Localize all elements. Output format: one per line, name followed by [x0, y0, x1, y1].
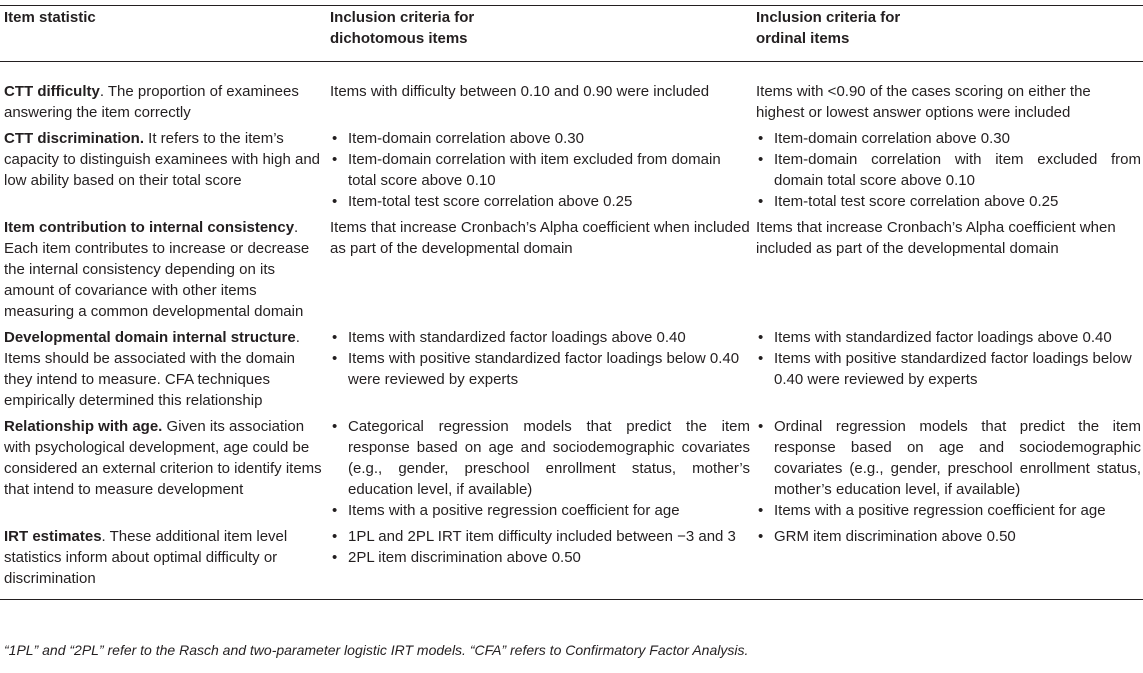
- list-item: • Items with positive standardized factor loadings below 0.40 were reviewed by experts: [756, 348, 1141, 390]
- header-item-statistic: Item statistic: [0, 6, 326, 62]
- list-item: • 2PL item discrimination above 0.50: [330, 547, 750, 568]
- dichotomous-cell: Items that increase Cronbach’s Alpha coefficient when included as part of the developmental domain: [330, 219, 750, 257]
- table-row: [0, 126, 1143, 215]
- table-row: [0, 62, 1143, 127]
- stat-cell: Relationship with age. Given its association with psychological development, age could be considered an external criterion to identify items that intend to measure development: [4, 418, 322, 498]
- ordinal-cell: [752, 126, 1143, 215]
- table-row: [0, 325, 1143, 414]
- stat-cell: Item contribution to internal consistency. Each item contributes to increase or decrease the internal consistency depending on its amount of covariance with other items measuring a common developmental domain: [4, 219, 310, 320]
- dichotomous-cell: [326, 325, 752, 414]
- list-item: • Item-total test score correlation above 0.25: [330, 191, 750, 212]
- ordinal-cell: [752, 325, 1143, 414]
- list-item: • 1PL and 2PL IRT item difficulty included between −3 and 3: [330, 526, 750, 547]
- list-item: • Items with standardized factor loadings above 0.40: [330, 327, 750, 348]
- list-item: • Item-domain correlation with item excluded from domain total score above 0.10: [756, 149, 1141, 191]
- table-row: [0, 215, 1143, 325]
- list-item: • Categorical regression models that predict the item response based on age and sociodemographic covariates (e.g., gender, preschool enrollment status, mother’s education level, if available): [330, 416, 750, 500]
- list-item: • Item-domain correlation with item excluded from domain total score above 0.10: [330, 149, 750, 191]
- list-item: • Items with positive standardized factor loadings below 0.40 were reviewed by experts: [330, 348, 750, 390]
- list-item: • Items with standardized factor loadings above 0.40: [756, 327, 1141, 348]
- list-item: • Item-domain correlation above 0.30: [330, 128, 750, 149]
- list-item: • Items with a positive regression coefficient for age: [756, 500, 1141, 521]
- ordinal-cell: Items that increase Cronbach’s Alpha coefficient when included as part of the developmental domain: [756, 219, 1116, 257]
- stat-cell: CTT difficulty. The proportion of examinees answering the item correctly: [4, 83, 299, 121]
- dichotomous-cell: [326, 524, 752, 600]
- list-item: • Ordinal regression models that predict the item response based on age and sociodemographic covariates (e.g., gender, preschool enrollment status, mother’s education level, if available): [756, 416, 1141, 500]
- dichotomous-cell: Items with difficulty between 0.10 and 0.90 were included: [330, 83, 710, 100]
- table-row: [0, 414, 1143, 524]
- ordinal-cell: [752, 524, 1143, 600]
- stat-cell: IRT estimates. These additional item level statistics inform about optimal difficulty or discrimination: [4, 528, 288, 587]
- header-row: [0, 6, 1143, 62]
- ordinal-cell: Items with <0.90 of the cases scoring on either the highest or lowest answer options were included: [756, 83, 1091, 121]
- dichotomous-cell: [326, 414, 752, 524]
- list-item: • GRM item discrimination above 0.50: [756, 526, 1141, 547]
- header-dichotomous: Inclusion criteria for dichotomous items: [326, 6, 752, 62]
- table-footnote: “1PL” and “2PL” refer to the Rasch and two-parameter logistic IRT models. “CFA” refers to Confirmatory Factor Analysis.: [4, 642, 749, 658]
- stat-cell: CTT discrimination. It refers to the item’s capacity to distinguish examinees with high and low ability based on their total score: [4, 130, 321, 189]
- dichotomous-cell: [326, 126, 752, 215]
- ordinal-cell: [752, 414, 1143, 524]
- list-item: • Items with a positive regression coefficient for age: [330, 500, 750, 521]
- list-item: • Item-domain correlation above 0.30: [756, 128, 1141, 149]
- stat-cell: Developmental domain internal structure. Items should be associated with the domain they intend to measure. CFA techniques empirically determined this relationship: [4, 329, 300, 409]
- item-statistics-table: [0, 5, 1143, 600]
- header-ordinal: Inclusion criteria for ordinal items: [752, 6, 1143, 62]
- table-row: [0, 524, 1143, 600]
- list-item: • Item-total test score correlation above 0.25: [756, 191, 1141, 212]
